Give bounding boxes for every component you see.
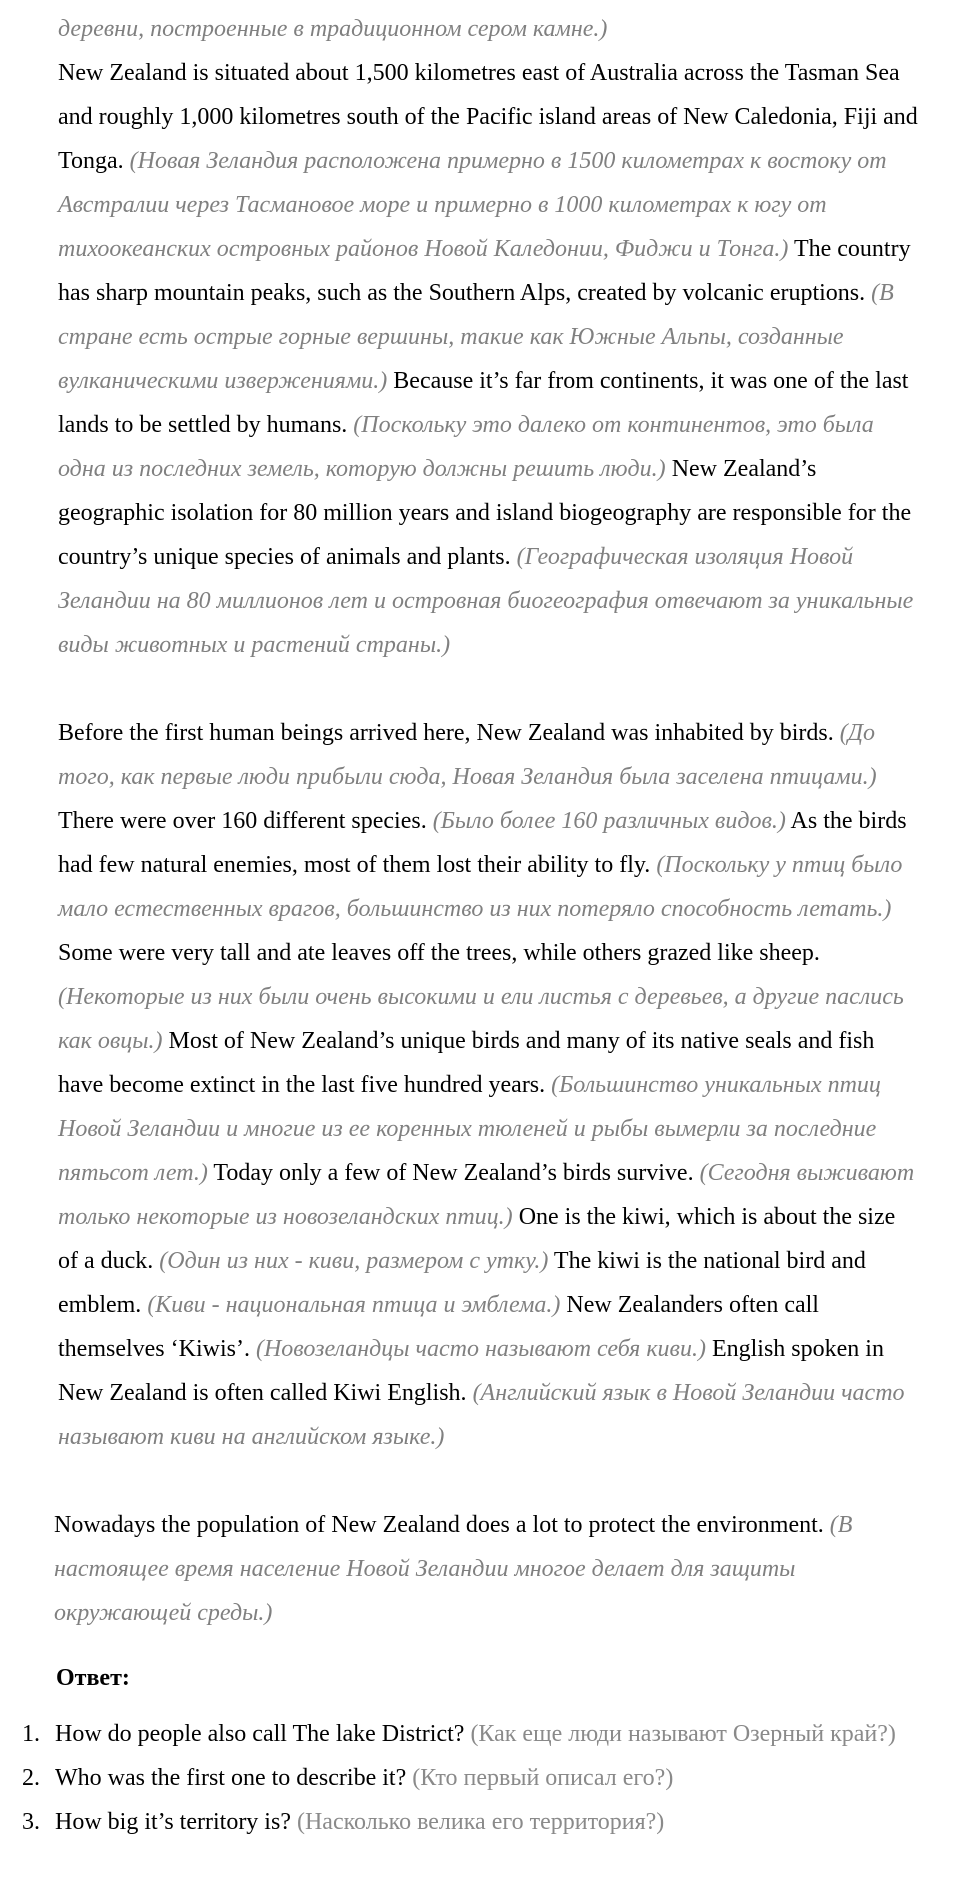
translation-text: (Один из них - киви, размером с утку.) bbox=[159, 1248, 549, 1274]
english-text: One is the kiwi, which is about the size of a duck. bbox=[58, 1204, 896, 1274]
english-text: The country has sharp mountain peaks, such as the Southern Alps, created by volcanic eruptions. bbox=[58, 236, 911, 306]
question-translation: (Как еще люди называют Озерный край?) bbox=[470, 1721, 896, 1747]
translation-text: (Сегодня выживают только некоторые из новозеландских птиц.) bbox=[58, 1160, 915, 1230]
question-item bbox=[22, 1800, 922, 1844]
english-text: The kiwi is the national bird and emblem. bbox=[58, 1248, 866, 1318]
english-text: Because it’s far from continents, it was one of the last lands to be settled by humans. bbox=[58, 368, 909, 438]
translation-text: (Большинство уникальных птиц Новой Зеландии и многие из ее коренных тюленей и рыбы вымерли за последние пятьсот лет.) bbox=[58, 1072, 881, 1186]
translation-text: (Было более 160 различных видов.) bbox=[432, 808, 786, 834]
question-item bbox=[22, 1756, 922, 1800]
translation-text: (Некоторые из них были очень высокими и ели листья с деревьев, а другие паслись как овцы.) bbox=[58, 984, 904, 1054]
question-list bbox=[22, 1712, 922, 1844]
paragraph-geography bbox=[58, 51, 918, 667]
question-number: 1. bbox=[22, 1721, 40, 1747]
english-text: Nowadays the population of New Zealand does a lot to protect the environment. bbox=[54, 1512, 830, 1538]
translation-text: (В стране есть острые горные вершины, такие как Южные Альпы, созданные вулканическими извержениями.) bbox=[58, 280, 894, 394]
translation-text: (Киви - национальная птица и эмблема.) bbox=[147, 1292, 561, 1318]
translation-text: деревни, построенные в традиционном сером камне.) bbox=[58, 16, 608, 42]
question-number: 3. bbox=[22, 1809, 40, 1835]
question-number: 2. bbox=[22, 1765, 40, 1791]
translation-text: (До того, как первые люди прибыли сюда, Новая Зеландия была заселена птицами.) bbox=[58, 720, 877, 790]
question-text: How big it’s territory is? bbox=[55, 1809, 291, 1835]
paragraph-birds bbox=[58, 711, 918, 1459]
question-item bbox=[22, 1712, 922, 1756]
question-text: Who was the first one to describe it? bbox=[55, 1765, 407, 1791]
translation-text: (Поскольку это далеко от континентов, это была одна из последних земель, которую должны решить люди.) bbox=[58, 412, 874, 482]
translation-text: (Поскольку у птиц было мало естественных врагов, большинство из них потеряло способность летать.) bbox=[58, 852, 903, 922]
english-text: New Zealanders often call themselves ‘Kiwis’. bbox=[58, 1292, 819, 1362]
paragraph-environment bbox=[54, 1503, 918, 1635]
answer-heading: Ответ: bbox=[56, 1665, 130, 1691]
english-text: There were over 160 different species. bbox=[58, 808, 433, 834]
translation-text: (Географическая изоляция Новой Зеландии на 80 миллионов лет и островная биогеография отвечают за уникальные виды животных и растений страны.) bbox=[58, 544, 914, 658]
question-translation: (Насколько велика его территория?) bbox=[296, 1809, 665, 1835]
question-translation: (Кто первый описал его?) bbox=[412, 1765, 674, 1791]
translation-text: (В настоящее время население Новой Зеландии многое делает для защиты окружающей среды.) bbox=[54, 1512, 853, 1626]
paragraph-intro-tail bbox=[58, 7, 918, 51]
english-text: New Zealand’s geographic isolation for 80 million years and island biogeography are responsible for the country’s unique species of animals and plants. bbox=[58, 456, 912, 570]
english-text: As the birds had few natural enemies, most of them lost their ability to fly. bbox=[58, 808, 907, 878]
translation-text: (Новая Зеландия расположена примерно в 1500 километрах к востоку от Австралии через Тасмановое море и примерно в 1000 километрах к югу от тихоокеанских островных районов Новой Каледонии, Фиджи и Тонга.) bbox=[58, 148, 887, 262]
english-text: Today only a few of New Zealand’s birds survive. bbox=[207, 1160, 700, 1186]
english-text: Before the first human beings arrived here, New Zealand was inhabited by birds. bbox=[58, 720, 840, 746]
translation-text: (Английский язык в Новой Зеландии часто называют киви на английском языке.) bbox=[58, 1380, 905, 1450]
english-text: English spoken in New Zealand is often called Kiwi English. bbox=[58, 1336, 884, 1406]
english-text: New Zealand is situated about 1,500 kilometres east of Australia across the Tasman Sea and roughly 1,000 kilometres south of the Pacific island areas of New Caledonia, Fiji and Tonga. bbox=[58, 60, 918, 174]
question-text: How do people also call The lake District? bbox=[55, 1721, 465, 1747]
english-text: Most of New Zealand’s unique birds and many of its native seals and fish have become extinct in the last five hundred years. bbox=[58, 1028, 875, 1098]
translation-text: (Новозеландцы часто называют себя киви.) bbox=[255, 1336, 706, 1362]
english-text: Some were very tall and ate leaves off the trees, while others grazed like sheep. bbox=[58, 940, 820, 966]
